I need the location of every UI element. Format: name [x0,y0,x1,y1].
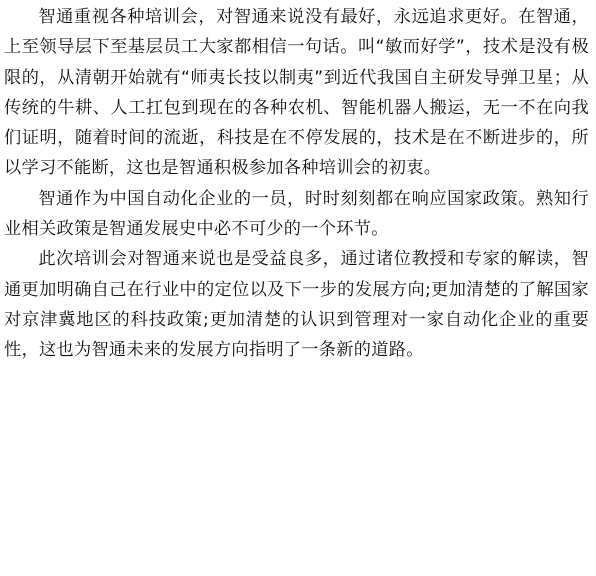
paragraph-national-policy: 智通作为中国自动化企业的一员，时时刻刻都在响应国家政策。熟知行业相关政策是智通发展史中必不可少的一个环节。 [4,188,589,240]
paragraph-training-benefits: 此次培训会对智通来说也是受益良多，通过诸位教授和专家的解读，智通更加明确自己在行业中的定位以及下一步的发展方向;更加清楚的了解国家对京津冀地区的科技政策;更加清楚的认识到管理对一家自动化企业的重要性，这也为智通未来的发展方向指明了一条新的道路。 [4,249,589,361]
paragraph-training-motivation: 智通重视各种培训会，对智通来说没有最好，永远追求更好。在智通，上至领导层下至基层员工大家都相信一句话。叫“敏而好学”，技术是没有极限的，从清朝开始就有“师夷长技以制夷”到近代我国自主研发导弹卫星；从传统的牛耕、人工扛包到现在的各种农机、智能机器人搬运，无一不在向我们证明，随着时间的流逝，科技是在不停发展的，技术是在不断进步的，所以学习不能断，这也是智通积极参加各种培训会的初衷。 [4,7,589,179]
